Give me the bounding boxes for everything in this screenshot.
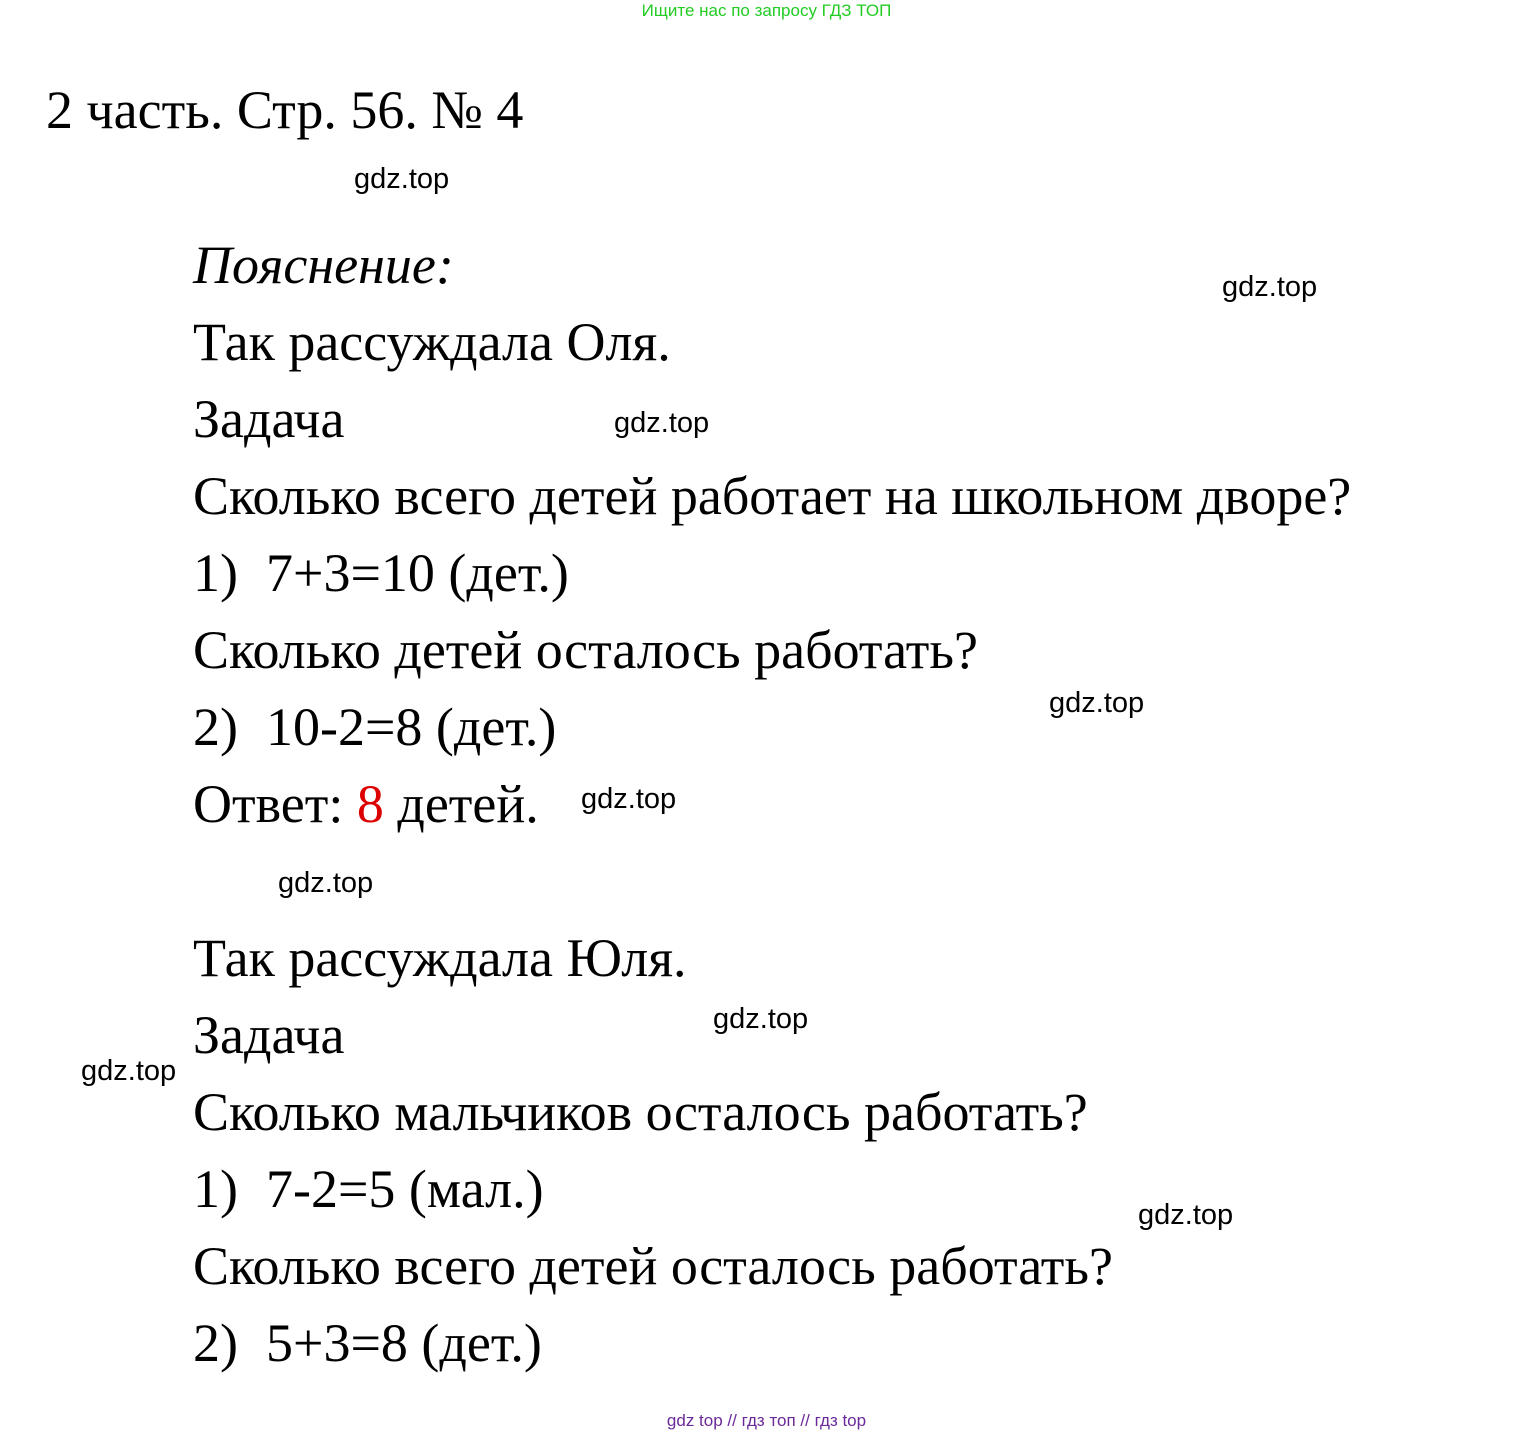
watermark: gdz.top (1049, 687, 1145, 719)
answer-value: 8 (356, 774, 384, 834)
step-expression: 7-2=5 (мал.) (265, 1159, 544, 1219)
footer-links: gdz top // гдз топ // гдз top (666, 1411, 867, 1430)
olya-step-2 (193, 695, 556, 759)
explanation-label: Пояснение: (193, 235, 454, 295)
olya-question-1: Сколько всего детей работает на школьном дворе? (193, 466, 1352, 526)
yulya-question-2: Сколько всего детей осталось работать? (193, 1236, 1114, 1296)
olya-step-1 (193, 541, 569, 605)
yulya-intro: Так рассуждала Юля. (193, 928, 687, 988)
step-expression: 5+3=8 (дет.) (265, 1313, 542, 1373)
answer-prefix: Ответ: (193, 774, 344, 834)
yulya-step-2 (193, 1311, 542, 1375)
olya-answer (193, 772, 539, 836)
olya-intro: Так рассуждала Оля. (193, 312, 671, 372)
watermark: gdz.top (713, 1003, 809, 1035)
yulya-task-label: Задача (193, 1005, 345, 1065)
step-number: 1) (193, 543, 238, 603)
watermark: gdz.top (581, 783, 677, 815)
answer-suffix: детей. (397, 774, 539, 834)
olya-question-2: Сколько детей осталось работать? (193, 620, 978, 680)
watermark: gdz.top (354, 163, 450, 195)
watermark: gdz.top (1222, 271, 1318, 303)
watermark: gdz.top (614, 407, 710, 439)
step-number: 2) (193, 1313, 238, 1373)
step-number: 1) (193, 1159, 238, 1219)
step-number: 2) (193, 697, 238, 757)
olya-task-label: Задача (193, 389, 345, 449)
watermark: gdz.top (278, 867, 374, 899)
top-banner: Ищите нас по запросу ГДЗ ТОП (641, 1, 892, 20)
page-title: 2 часть. Стр. 56. № 4 (46, 80, 524, 140)
yulya-question-1: Сколько мальчиков осталось работать? (193, 1082, 1088, 1142)
yulya-step-1 (193, 1157, 544, 1221)
watermark: gdz.top (81, 1055, 177, 1087)
watermark: gdz.top (1138, 1199, 1234, 1231)
step-expression: 7+3=10 (дет.) (265, 543, 569, 603)
step-expression: 10-2=8 (дет.) (265, 697, 557, 757)
